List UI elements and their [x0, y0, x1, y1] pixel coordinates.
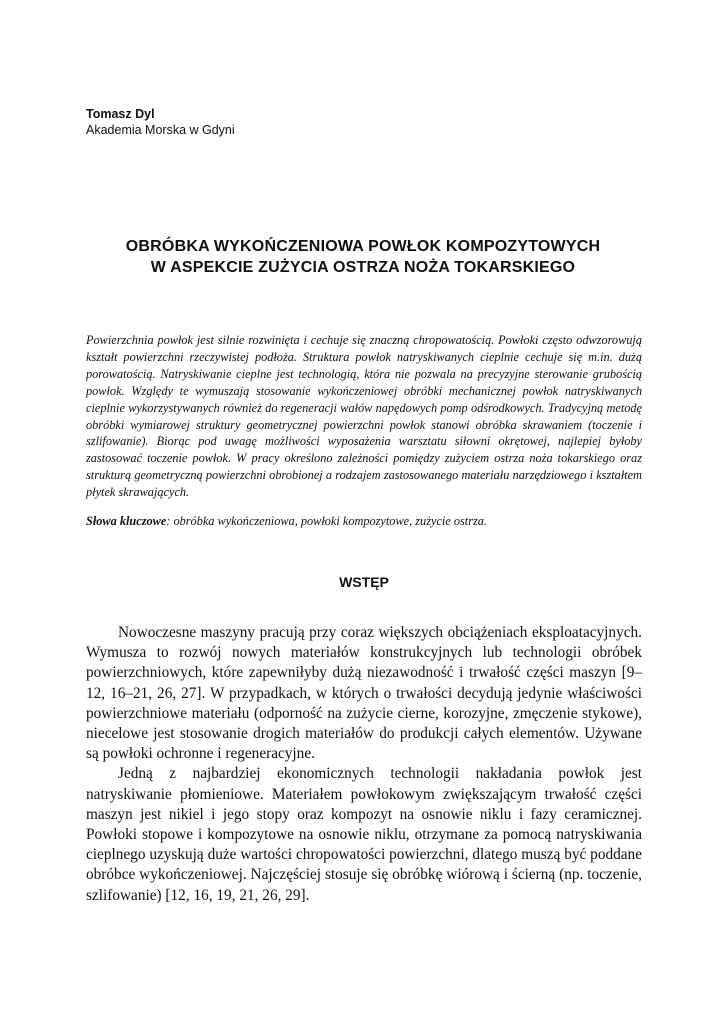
paper-title: [60, 236, 666, 278]
author-name: Tomasz Dyl: [86, 107, 155, 121]
section-heading: WSTĘP: [339, 574, 389, 590]
author-block: [86, 106, 235, 138]
author-affiliation: Akademia Morska w Gdyni: [86, 123, 235, 137]
body-paragraph-1: Nowoczesne maszyny pracują przy coraz większych obciążeniach eksploatacyjnych. Wymusza to rozwój nowych materiałów konstrukcyjnych lub technologii obróbek powierzchniowych, które zapewniłyby dużą niezawodność i trwałość części maszyn [9–12, 16–21, 26, 27]. W przypadkach, w których o trwałości decydują jedynie właściwości powierzchniowe materiału (odporność na zużycie cierne, korozyjne, zmęczenie stykowe), niecelowe jest stosowanie drogich materiałów do produkcji całych elementów. Używane są powłoki ochronne i regeneracyjne.: [86, 624, 642, 763]
keywords-label: Słowa kluczowe: [86, 514, 167, 528]
keywords: [86, 513, 642, 529]
paper-title-line-2: W ASPEKCIE ZUŻYCIA OSTRZA NOŻA TOKARSKIEGO: [150, 259, 576, 276]
section-body: [86, 623, 642, 906]
paper-title-line-1: OBRÓBKA WYKOŃCZENIOWA POWŁOK KOMPOZYTOWYCH: [125, 238, 601, 255]
abstract: Powierzchnia powłok jest silnie rozwinięta i cechuje się znaczną chropowatością. Powłoki często odwzorowują kształt powierzchni rzeczywistej podłoża. Struktura powłok natryskiwanych cieplnie cechuje się m.in. dużą porowatością. Natryskiwanie cieplne jest technologią, która nie pozwala na precyzyjne sterowanie grubością powłok. Względy te wymuszają stosowanie wykończeniowej obróbki mechanicznej powłok natryskiwanych cieplnie wykorzystywanych również do regeneracji wałów napędowych pomp odśrodkowych. Tradycyjną metodę obróbki wymiarowej struktury geometrycznej powierzchni powłok stanowi obróbka skrawaniem (toczenie i szlifowanie). Biorąc pod uwagę możliwości wyposażenia warsztatu siłowni okrętowej, najlepiej byłoby zastosować toczenie powłok. W pracy określono zależności pomiędzy zużyciem ostrza noża tokarskiego oraz strukturą geometryczną powierzchni obrobionej a rodzajem zastosowanego materiału narzędziowego i kształtem płytek skrawających.: [86, 333, 642, 500]
keywords-text: : obróbka wykończeniowa, powłoki kompozytowe, zużycie ostrza.: [166, 514, 487, 528]
body-paragraph-2: Jedną z najbardziej ekonomicznych technologii nakładania powłok jest natryskiwanie płomieniowe. Materiałem powłokowym zwiększającym trwałość części maszyn jest nikiel i jego stopy oraz kompozyt na osnowie niklu i fazy ceramicznej. Powłoki stopowe i kompozytowe na osnowie niklu, otrzymane za pomocą natryskiwania cieplnego uzyskują duże wartości chropowatości powierzchni, dlatego muszą być poddane obróbce wykończeniowej. Najczęściej stosuje się obróbkę wiórową i ścierną (np. toczenie, szlifowanie) [12, 16, 19, 21, 26, 29].: [86, 765, 642, 904]
